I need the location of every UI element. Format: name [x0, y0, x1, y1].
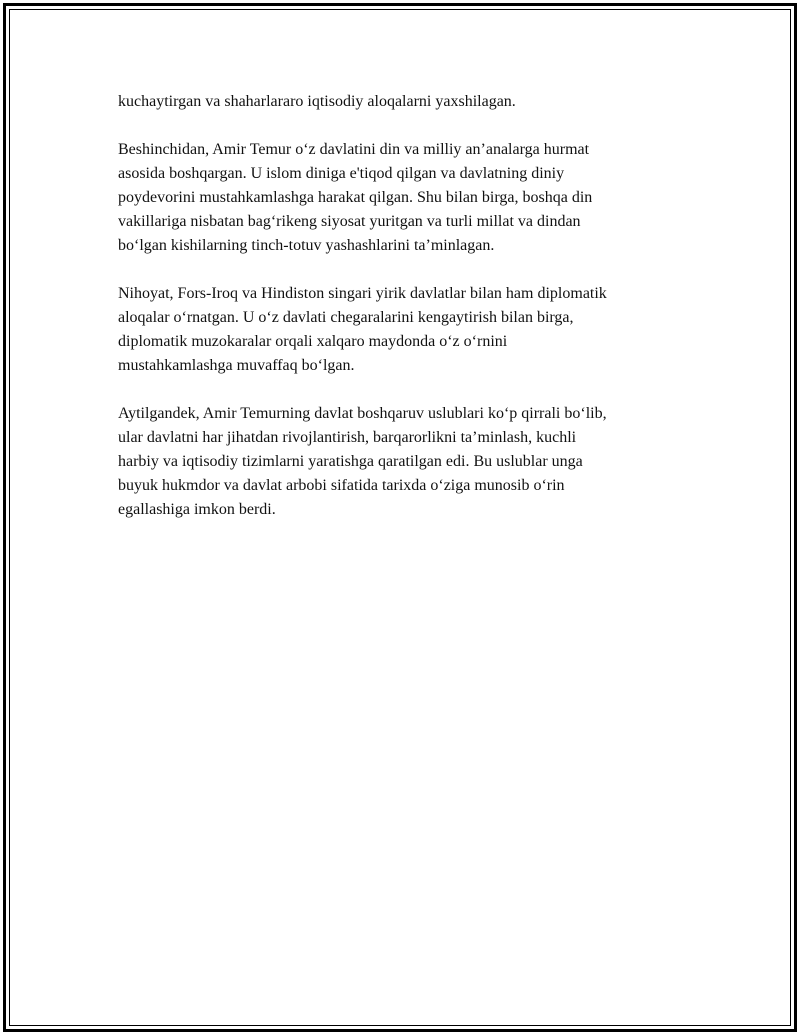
paragraph-2 — [118, 138, 698, 258]
paragraph-4 — [118, 402, 698, 522]
text-line: vakillariga nisbatan bag‘rikeng siyosat yuritgan va turli millat va dindan — [118, 213, 581, 230]
text-line: aloqalar o‘rnatgan. U o‘z davlati chegaralarini kengaytirish bilan birga, — [118, 309, 574, 326]
text-line: egallashiga imkon berdi. — [118, 501, 276, 518]
document-body — [118, 90, 698, 546]
text-line: Aytilgandek, Amir Temurning davlat boshqaruv uslublari ko‘p qirrali bo‘lib, — [118, 405, 607, 422]
text-line: asosida boshqargan. U islom diniga e'tiqod qilgan va davlatning diniy — [118, 165, 565, 182]
paragraph-1 — [118, 90, 698, 114]
text-line: poydevorini mustahkamlashga harakat qilgan. Shu bilan birga, boshqa din — [118, 189, 593, 206]
text-line: buyuk hukmdor va davlat arbobi sifatida tarixda o‘ziga munosib o‘rin — [118, 477, 565, 494]
paragraph-3 — [118, 282, 698, 378]
text-line: diplomatik muzokaralar orqali xalqaro maydonda o‘z o‘rnini — [118, 333, 508, 350]
text-line: kuchaytirgan va shaharlararo iqtisodiy aloqalarni yaxshilagan. — [118, 93, 516, 110]
text-line: bo‘lgan kishilarning tinch-totuv yashashlarini ta’minlagan. — [118, 237, 495, 254]
text-line: Nihoyat, Fors-Iroq va Hindiston singari yirik davlatlar bilan ham diplomatik — [118, 285, 607, 302]
text-line: mustahkamlashga muvaffaq bo‘lgan. — [118, 357, 355, 374]
text-line: harbiy va iqtisodiy tizimlarni yaratishga qaratilgan edi. Bu uslublar unga — [118, 453, 583, 470]
text-line: ular davlatni har jihatdan rivojlantirish, barqarorlikni ta’minlash, kuchli — [118, 429, 577, 446]
text-line: Beshinchidan, Amir Temur o‘z davlatini din va milliy an’analarga hurmat — [118, 141, 590, 158]
